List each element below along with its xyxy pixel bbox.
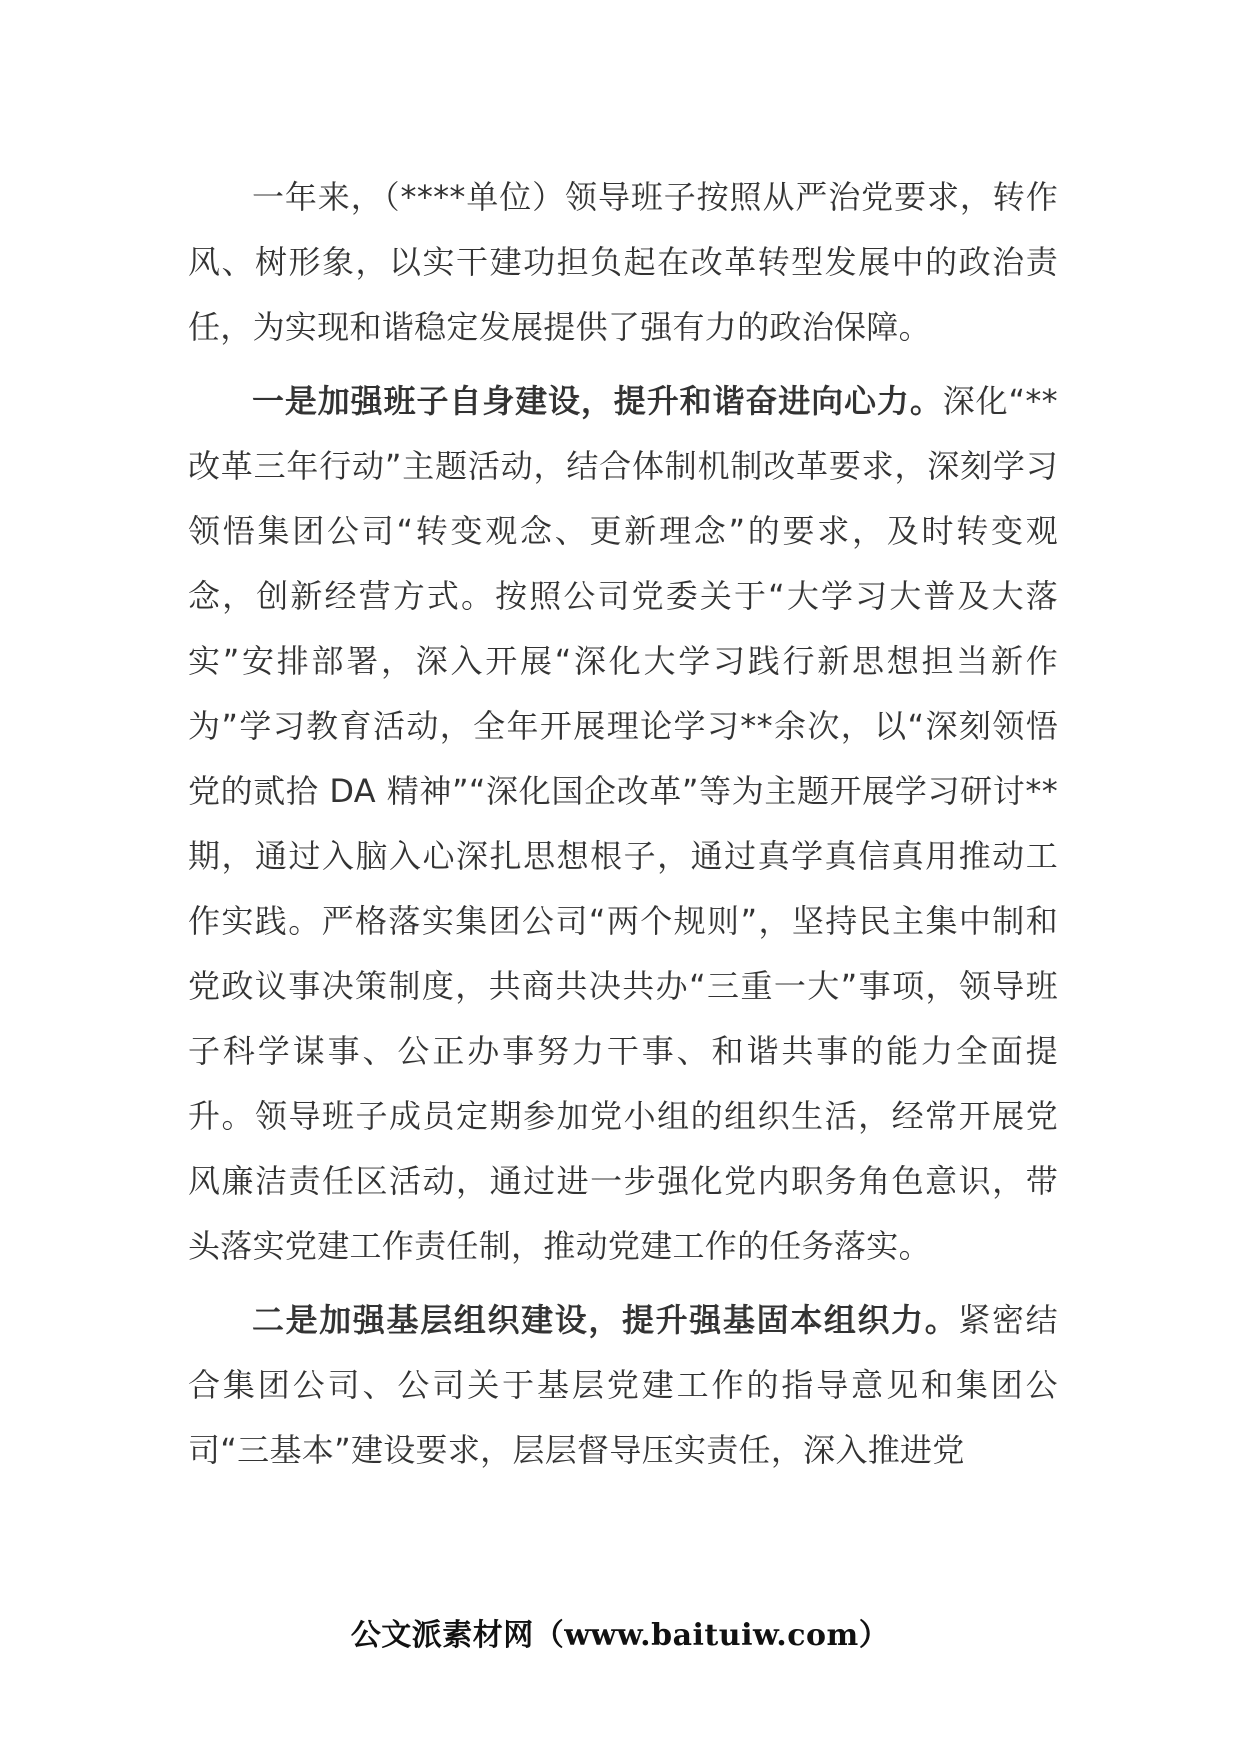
- document-body: [188, 165, 1058, 1492]
- paragraph-lead: 一是加强班子自身建设，提升和谐奋进向心力。: [252, 382, 943, 420]
- paragraph-intro: [188, 165, 1058, 360]
- footer-source: 公文派素材网（www.baituiw.com）: [350, 1618, 890, 1653]
- paragraph-text: 紧密结合集团公司、公司关于基层党建工作的指导意见和集团公司“三基本”建设要求，层层督导压实责任，深入推进党: [188, 1301, 1058, 1469]
- paragraph-lead: 二是加强基层组织建设，提升强基固本组织力。: [252, 1301, 959, 1339]
- paragraph-text: 一年来，（****单位）领导班子按照从严治党要求，转作风、树形象，以实干建功担负起在改革转型发展中的政治责任，为实现和谐稳定发展提供了强有力的政治保障。: [188, 178, 1058, 346]
- paragraph-team-building: [188, 369, 1058, 1279]
- paragraph-text: 深化“**改革三年行动”主题活动，结合体制机制改革要求，深刻学习领悟集团公司“转变观念、更新理念”的要求，及时转变观念，创新经营方式。按照公司党委关于“大学习大普及大落实”安排部署，深入开展“深化大学习践行新思想担当新作为”学习教育活动，全年开展理论学习**余次，以“深刻领悟党的贰拾 DA 精神”“深化国企改革”等为主题开展学习研讨**期，通过入脑入心深扎思想根子，通过真学真信真用推动工作实践。严格落实集团公司“两个规则”，坚持民主集中制和党政议事决策制度，共商共决共办“三重一大”事项，领导班子科学谋事、公正办事努力干事、和谐共事的能力全面提升。领导班子成员定期参加党小组的组织生活，经常开展党风廉洁责任区活动，通过进一步强化党内职务角色意识，带头落实党建工作责任制，推动党建工作的任务落实。: [188, 382, 1058, 1265]
- paragraph-grassroots: [188, 1288, 1058, 1483]
